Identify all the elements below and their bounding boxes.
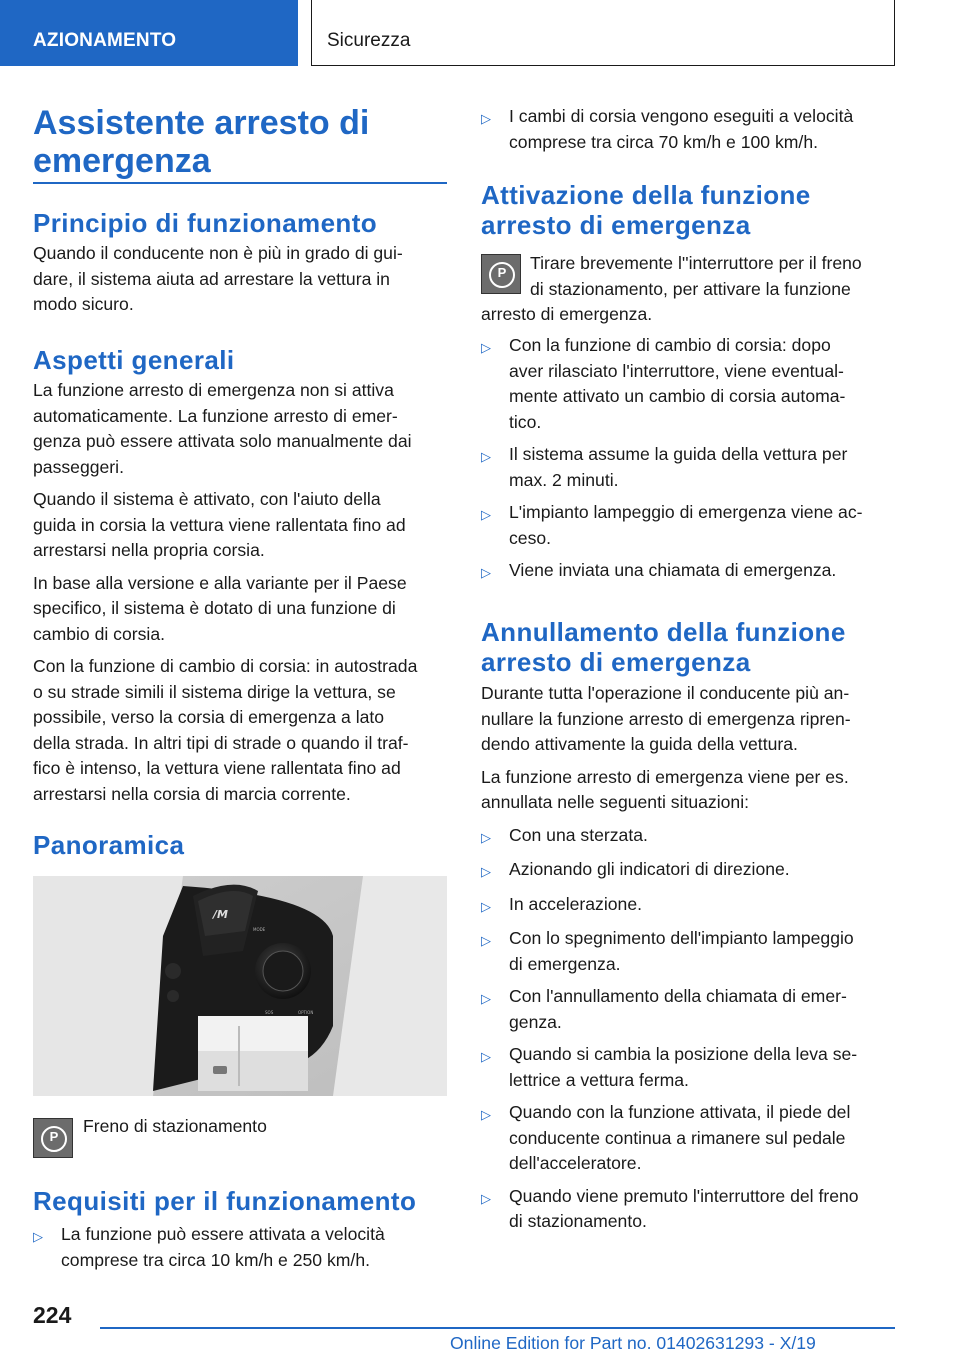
list-item: ▷ La funzione può essere attivata a velocità comprese tra circa 10 km/h e 250 km/h.: [33, 1222, 447, 1273]
section-tab: AZIONAMENTO: [0, 0, 298, 66]
paragraph: La funzione arresto di emergenza non si attiva automaticamente. La funzione arresto di emer- genza può essere attivata solo manualmente dai passeggeri.: [33, 380, 412, 477]
triangle-bullet-icon: ▷: [481, 864, 491, 879]
parking-brake-icon: P: [481, 254, 521, 294]
paragraph: Con la funzione di cambio di corsia: in autostrada o su strade simili il sistema dirige la vettura, se possibile, verso la corsia di emergenza a lato della strada. In altri tipi di strade o quando il traf- fico è intenso, la vettura viene rallentata fino ad arrestarsi nella corsia di marcia corrente.: [33, 656, 418, 804]
section-annullamento: [481, 617, 895, 1235]
list-item: ▷ Con una sterzata.: [481, 823, 895, 851]
triangle-bullet-icon: ▷: [481, 898, 491, 914]
page-number: 224: [33, 1302, 72, 1328]
image-label: OPTION: [298, 1010, 314, 1015]
paragraph: In base alla versione e alla variante per il Paese specifico, il sistema è dotato di una funzione di cambio di corsia.: [33, 572, 407, 644]
footer-edition: Online Edition for Part no. 01402631293 - X/19: [450, 1333, 816, 1353]
topic-tab: Sicurezza: [311, 0, 895, 66]
list-item: ▷ In accelerazione.: [481, 892, 895, 920]
triangle-bullet-icon: ▷: [481, 1107, 491, 1122]
triangle-bullet-icon: ▷: [481, 565, 491, 580]
list-item: ▷ Viene inviata una chiamata di emergenza.: [481, 558, 895, 586]
triangle-bullet-icon: ▷: [481, 449, 491, 464]
section-requisiti: [33, 1186, 447, 1273]
triangle-bullet-icon: ▷: [481, 1190, 491, 1206]
center-console-photo: [33, 876, 447, 1096]
parking-brake-icon: P: [33, 1118, 73, 1158]
footer-divider: [100, 1327, 895, 1329]
paragraph: Tirare brevemente l''interruttore per il freno di stazionamento, per attivare la funzione arresto di emergenza.: [481, 253, 862, 324]
list-item: ▷ Quando viene premuto l'interruttore del freno di stazionamento.: [481, 1184, 895, 1235]
paragraph: Quando il conducente non è più in grado di gui- dare, il sistema aiuta ad arrestare la vettura in modo sicuro.: [33, 243, 403, 314]
bullet-list: [481, 333, 895, 586]
list-item: ▷ L'impianto lampeggio di emergenza viene ac- ceso.: [481, 500, 895, 551]
svg-text:/M: /M: [213, 908, 228, 921]
list-item: ▷ Il sistema assume la guida della vettura per max. 2 minuti.: [481, 442, 895, 493]
triangle-bullet-icon: ▷: [481, 340, 491, 355]
image-label: MODE: [253, 927, 266, 932]
list-item: ▷ Con la funzione di cambio di corsia: dopo aver rilasciato l'interruttore, viene eventual- mente attivato un cambio di corsia automa- tico.: [481, 333, 895, 435]
list-item: ▷ Con lo spegnimento dell'impianto lampeggio di emergenza.: [481, 926, 895, 977]
triangle-bullet-icon: ▷: [481, 1049, 491, 1064]
section-attivazione: [481, 180, 895, 240]
list-item: ▷ I cambi di corsia vengono eseguiti a velocità comprese tra circa 70 km/h e 100 km/h.: [481, 104, 895, 155]
image-caption: Freno di stazionamento: [83, 1116, 267, 1136]
list-item: ▷ Azionando gli indicatori di direzione.: [481, 857, 895, 885]
section-heading: Principio di funzionamento: [33, 208, 378, 238]
paragraph: Quando il sistema è attivato, con l'aiuto della guida in corsia la vettura viene rallentata fino ad arrestarsi nella propria corsia.: [33, 489, 406, 560]
paragraph: La funzione arresto di emergenza viene per es. annullata nelle seguenti situazioni:: [481, 766, 849, 812]
image-label: SOS: [265, 1010, 274, 1015]
section-panoramica: [33, 830, 447, 860]
page-header: [0, 0, 960, 66]
list-item: ▷ Quando si cambia la posizione della leva se- lettrice a vettura ferma.: [481, 1042, 895, 1093]
section-aspetti: [33, 345, 447, 807]
triangle-bullet-icon: ▷: [481, 507, 491, 522]
section-heading: Annullamento della funzione arresto di emergenza: [481, 617, 846, 677]
paragraph: Durante tutta l'operazione il conducente più an- nullare la funzione arresto di emergenza ripren- dendo attivamente la guida della vettura.: [481, 683, 851, 754]
triangle-bullet-icon: ▷: [481, 111, 491, 126]
title-divider: [33, 182, 447, 184]
page-title: Assistente arresto di emergenza: [33, 104, 370, 180]
console-illustration: [33, 876, 447, 1096]
triangle-bullet-icon: ▷: [33, 1229, 43, 1244]
triangle-bullet-icon: ▷: [481, 991, 491, 1006]
triangle-bullet-icon: ▷: [481, 829, 491, 845]
list-item: ▷ Quando con la funzione attivata, il piede del conducente continua a rimanere sul pedale dell'acceleratore.: [481, 1100, 895, 1177]
list-item: ▷ Con l'annullamento della chiamata di emer- genza.: [481, 984, 895, 1035]
section-heading: Attivazione della funzione arresto di emergenza: [481, 180, 811, 240]
section-heading: Aspetti generali: [33, 345, 235, 375]
triangle-bullet-icon: ▷: [481, 933, 491, 948]
section-heading: Requisiti per il funzionamento: [33, 1186, 417, 1216]
section-principio: [33, 208, 447, 318]
section-heading: Panoramica: [33, 830, 185, 860]
